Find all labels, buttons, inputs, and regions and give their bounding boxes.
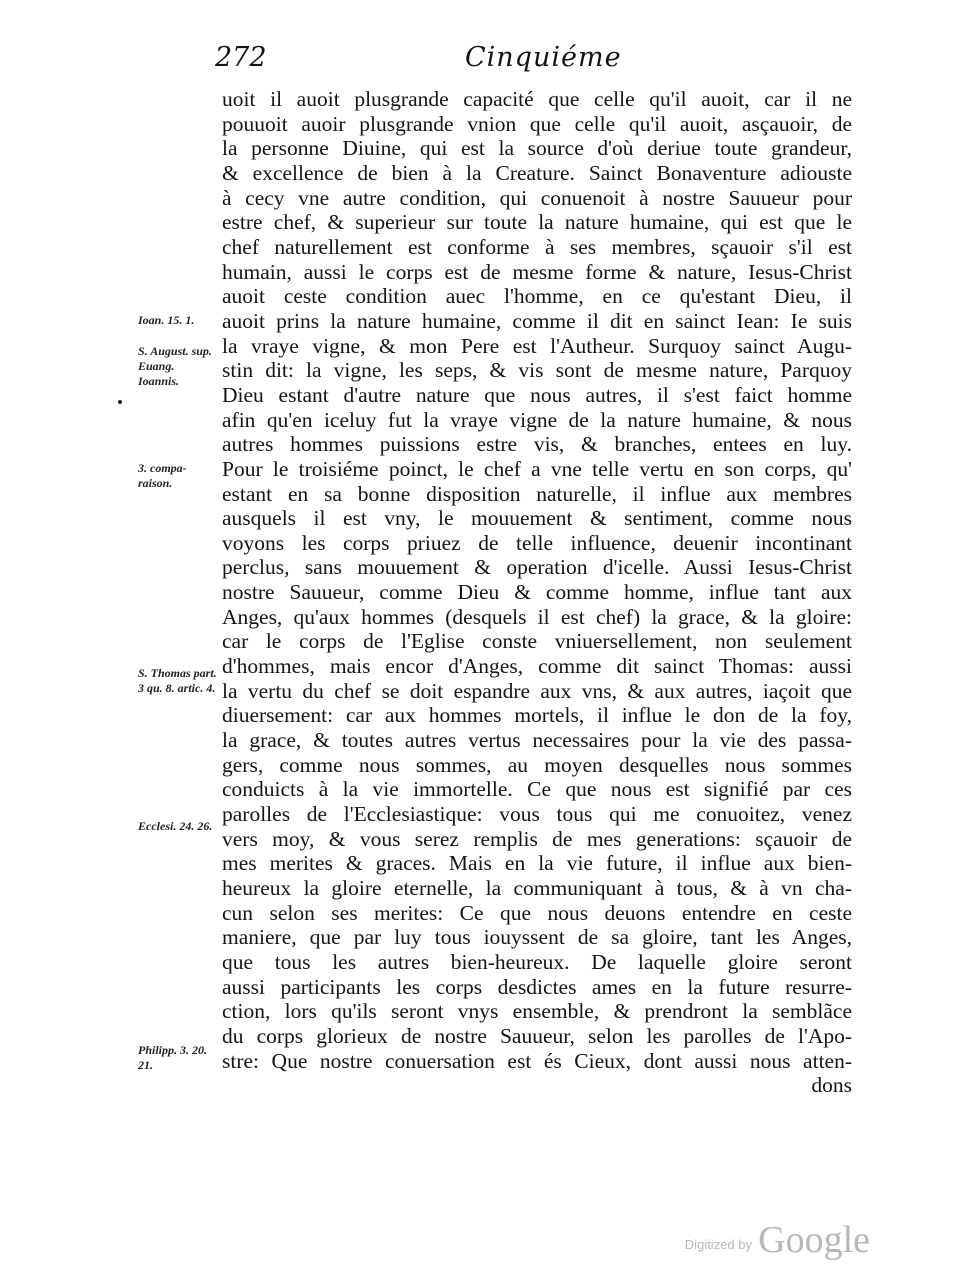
text-line: la grace, & toutes autres vertus necessaires pour la vie des passa- [222, 728, 852, 753]
text-line: heureux la gloire eternelle, la communiquant à tous, & à vn cha- [222, 876, 852, 900]
text-line: stre: Que nostre conuersation est és Cieux, dont aussi nous atten- [222, 1048, 852, 1073]
digitized-by-label: Digitized by [684, 1237, 752, 1252]
text-line: estant en sa bonne disposition naturelle, il influe aux membres [222, 481, 852, 506]
text-line: gers, comme nous sommes, au moyen desquelles nous sommes [222, 752, 852, 777]
margin-note: S. Thomas part. 3 qu. 8. artic. 4. [138, 666, 217, 695]
text-line: uoit il auoit plusgrande capacité que celle qu'il auoit, car il ne [222, 87, 852, 111]
text-line: estre chef, & superieur sur toute la nature humaine, qui est que le [222, 210, 852, 235]
body-text [222, 87, 852, 1098]
text-line: conduicts à la vie immortelle. Ce que nous est signifié par ces [222, 777, 852, 802]
text-line: à cecy vne autre condition, qui conuenoit à nostre Sauueur pour [222, 185, 852, 210]
running-title: Cinquiéme [465, 42, 622, 73]
text-line: nostre Sauueur, comme Dieu & comme homme, influe tant aux [222, 580, 852, 605]
text-line: diuersement: car aux hommes mortels, il influe le don de la foy, [222, 703, 852, 728]
text-line: stin dit: la vigne, les seps, & vis sont de mesme nature, Parquoy [222, 358, 852, 383]
text-line: la vertu du chef se doit espandre aux vns, & aux autres, iaçoit que [222, 678, 852, 703]
text-line: mes merites & graces. Mais en la vie future, il influe aux bien- [222, 851, 852, 876]
text-line: auoit prins la nature humaine, comme il dit en sainct Iean: Ie suis [222, 308, 852, 333]
text-line: aussi participants les corps desdictes ames en la future resurre- [222, 974, 852, 999]
text-line: du corps glorieux de nostre Sauueur, selon les parolles de l'Apo- [222, 1023, 852, 1048]
text-line: que tous les autres bien-heureux. De laquelle gloire seront [222, 949, 852, 974]
margin-note: 3. compa-raison. [138, 461, 187, 490]
text-line: voyons les corps priuez de telle influence, deuenir incontinant [222, 530, 852, 555]
google-logo: Google [758, 1219, 870, 1261]
text-line: afin qu'en iceluy fut la vraye vigne de la nature humaine, & nous [222, 407, 852, 432]
text-line: humain, aussi le corps est de mesme forme & nature, Iesus-Christ [222, 259, 852, 284]
text-line: car le corps de l'Eglise conste vniuersellement, non seulement [222, 629, 852, 654]
text-line: Dieu estant d'autre nature que nous autres, il s'est faict homme [222, 382, 852, 407]
text-line: d'hommes, mais encor d'Anges, comme dit sainct Thomas: aussi [222, 654, 852, 679]
text-line: la personne Diuine, qui est la source d'où deriue toute grandeur, [222, 136, 852, 161]
text-line: auoit ceste condition auec l'homme, en ce qu'estant Dieu, il [222, 284, 852, 309]
text-line: Anges, qu'aux hommes (desquels il est chef) la grace, & la gloire: [222, 604, 852, 629]
catchword: dons [811, 1073, 852, 1098]
margin-note: Ecclesi. 24. 26. [138, 819, 213, 833]
text-line: pouuoit auoir plusgrande vnion que celle qu'il auoit, asçauoir, de [222, 111, 852, 136]
text-line: cun selon ses merites: Ce que nous deuons entendre en ceste [222, 900, 852, 925]
page-number: 272 [215, 42, 267, 73]
text-line: chef naturellement est conforme à ses membres, sçauoir s'il est [222, 234, 852, 259]
text-line: maniere, que par luy tous iouyssent de sa gloire, tant les Anges, [222, 925, 852, 950]
page-header [215, 40, 855, 80]
margin-note: Ioan. 15. 1. [138, 313, 195, 327]
ink-speck [118, 400, 122, 404]
text-line: & excellence de bien à la Creature. Sainct Bonaventure adiouste [222, 160, 852, 185]
text-line: ausquels il est vny, le mouuement & sentiment, comme nous [222, 506, 852, 531]
margin-note: S. August. sup. Euang. Ioannis. [138, 344, 212, 388]
text-line: Pour le troisiéme poinct, le chef a vne telle vertu en son corps, qu' [222, 456, 852, 481]
text-line: parolles de l'Ecclesiastique: vous tous qui me conuoitez, venez [222, 802, 852, 827]
text-line: la vraye vigne, & mon Pere est l'Autheur. Surquoy sainct Augu- [222, 333, 852, 358]
text-line: vers moy, & vous serez remplis de mes generations: sçauoir de [222, 826, 852, 851]
text-line: autres hommes puissions estre vis, & branches, entees en luy. [222, 432, 852, 457]
text-line: ction, lors qu'ils seront vnys ensemble, & prendront la semblãce [222, 999, 852, 1024]
margin-note: Philipp. 3. 20. 21. [138, 1043, 208, 1072]
text-line: perclus, sans mouuement & operation d'icelle. Aussi Iesus-Christ [222, 555, 852, 580]
